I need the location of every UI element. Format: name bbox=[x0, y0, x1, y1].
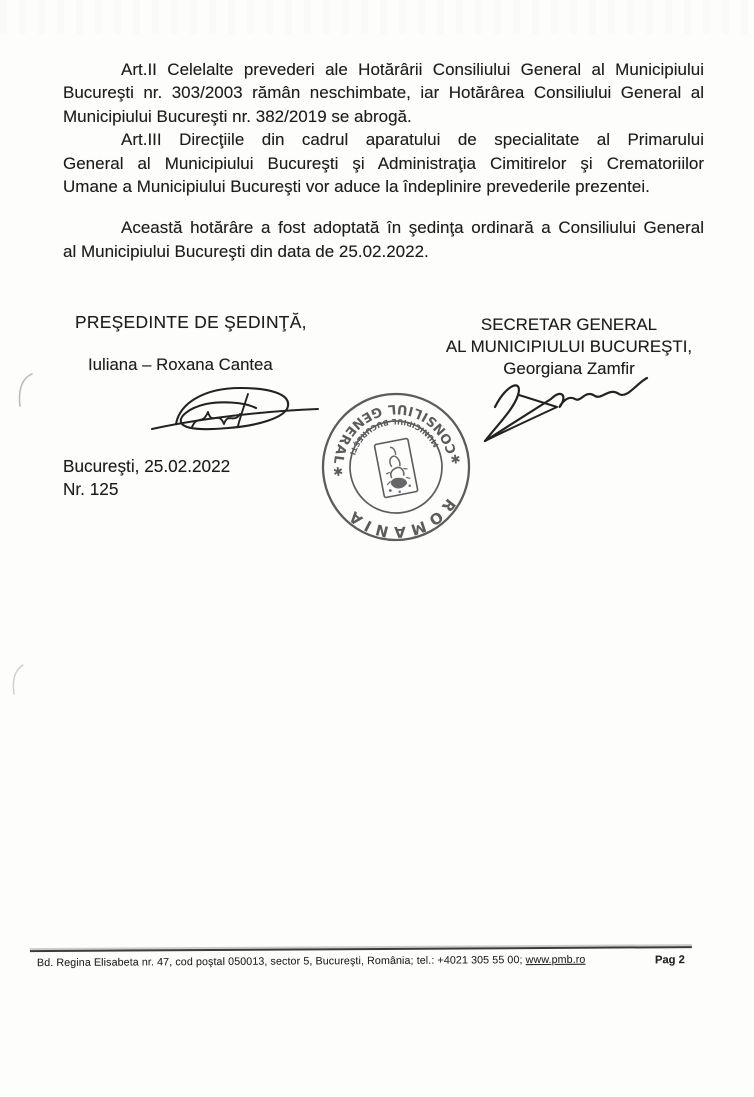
stamp-country-text: ROMÂNIA bbox=[342, 495, 460, 542]
paragraph-adoption bbox=[63, 216, 704, 263]
footer-address-text: Bd. Regina Elisabeta nr. 47, cod poştal 050013, sector 5, Bucureşti, România; tel.: +4021 305 55 00; bbox=[36, 954, 526, 970]
stamp-municipality-text: MUNICIPIUL BUCUREŞTI bbox=[347, 416, 441, 457]
issue-block bbox=[63, 455, 230, 500]
paragraph-art3 bbox=[63, 128, 704, 198]
paragraph-line: al Municipiului Bucureşti din data de 25.02.2022. bbox=[63, 241, 429, 261]
secretary-signature-scribble bbox=[461, 369, 651, 462]
paragraph-line: Art.III Direcţiile din cadrul aparatului de specialitate al Primarului bbox=[121, 130, 704, 150]
paragraph-line: Umane a Municipiului Bucureşti vor aduce la îndeplinire prevederile prezentei. bbox=[63, 177, 650, 197]
president-title: PREŞEDINTE DE ŞEDINŢĂ, bbox=[75, 312, 307, 332]
secretary-name: Georgiana Zamfir bbox=[503, 359, 635, 379]
stamp-star-left-icon: ✱ bbox=[449, 451, 462, 467]
stamp-coat-of-arms-icon bbox=[374, 438, 418, 497]
svg-text:ROMÂNIA bbox=[341, 494, 462, 545]
paragraph-art2 bbox=[63, 58, 704, 128]
paragraph-line: Bucureşti nr. 303/2003 rămân neschimbate, iar Hotărârea Consiliului General al bbox=[63, 83, 704, 103]
stamp-council-text: CONSILIUL GENERAL bbox=[329, 400, 461, 467]
paragraph-line: General al Municipiului Bucureşti şi Administraţia Cimitirelor şi Crematoriilor bbox=[63, 153, 704, 173]
president-signature-scribble bbox=[148, 382, 323, 445]
scan-noise-artifact bbox=[0, 0, 754, 34]
council-stamp bbox=[318, 389, 474, 550]
president-name: Iuliana – Roxana Cantea bbox=[88, 355, 273, 374]
paragraph-line: Municipiului Bucureşti nr. 382/2019 se abrogă. bbox=[63, 106, 412, 126]
paragraph-line: Art.II Celelalte prevederi ale Hotărârii Consiliului General al Municipiului bbox=[121, 60, 704, 79]
paragraph-line: Această hotărâre a fost adoptată în şedinţa ordinară a Consiliului General bbox=[121, 218, 704, 238]
secretary-title-line2: AL MUNICIPIULUI BUCUREŞTI, bbox=[445, 337, 693, 357]
issue-place-date: Bucureşti, 25.02.2022 bbox=[63, 456, 231, 476]
scan-mark-artifact bbox=[5, 662, 31, 703]
document-body bbox=[63, 58, 704, 263]
page-number: Pag 2 bbox=[654, 954, 685, 967]
page-footer bbox=[30, 940, 730, 990]
footer-divider bbox=[30, 946, 692, 952]
issue-number: Nr. 125 bbox=[63, 478, 119, 499]
footer-address bbox=[37, 954, 586, 969]
stamp-star-right-icon: ✱ bbox=[332, 463, 344, 479]
secretary-title-line1: SECRETAR GENERAL bbox=[480, 315, 658, 334]
footer-website-link[interactable]: www.pmb.ro bbox=[525, 953, 586, 967]
scan-mark-artifact bbox=[10, 370, 40, 415]
